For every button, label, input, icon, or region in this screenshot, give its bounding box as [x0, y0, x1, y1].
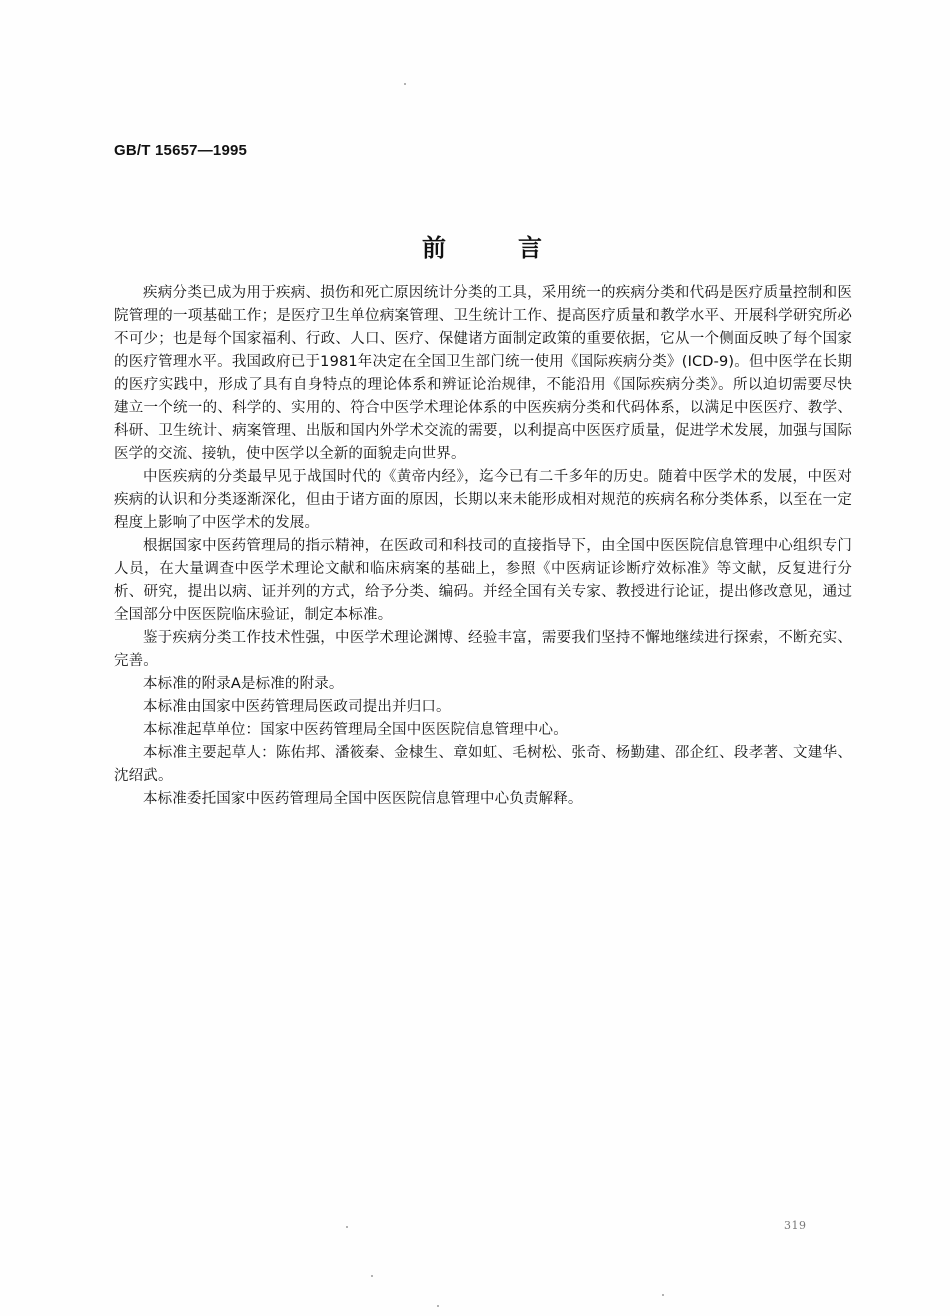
paragraph-6: 本标准由国家中医药管理局医政司提出并归口。 — [143, 699, 451, 715]
paragraph-2: 中医疾病的分类最早见于战国时代的《黄帝内经》，迄今已有二千多年的历史。随着中医学术的发展，中医对疾病的认识和分类逐渐深化，但由于诸方面的原因，长期以来未能形成相对规范的疾病名称分类体系，以至在一定程度上影响了中医学术的发展。 — [114, 469, 852, 531]
paragraph-4: 鉴于疾病分类工作技术性强，中医学术理论渊博、经验丰富，需要我们坚持不懈地继续进行探索，不断充实、完善。 — [114, 630, 852, 669]
paragraph-9: 本标准委托国家中医药管理局全国中医医院信息管理中心负责解释。 — [143, 791, 583, 807]
page-title: 前言 — [422, 234, 614, 262]
scan-speck — [662, 1294, 664, 1296]
standard-code: GB/T 15657—1995 — [114, 142, 248, 159]
paragraph-1: 疾病分类已成为用于疾病、损伤和死亡原因统计分类的工具，采用统一的疾病分类和代码是医疗质量控制和医院管理的一项基础工作；是医疗卫生单位病案管理、卫生统计工作、提高医疗质量和教学水平、开展科学研究所必不可少；也是每个国家福利、行政、人口、医疗、保健诸方面制定政策的重要依据，它从一个侧面反映了每个国家的医疗管理水平。我国政府已于1981年决定在全国卫生部门统一使用《国际疾病分类》(ICD-9)。但中医学在长期的医疗实践中，形成了具有自身特点的理论体系和辨证论治规律，不能沿用《国际疾病分类》。所以迫切需要尽快建立一个统一的、科学的、实用的、符合中医学术理论体系的中医疾病分类和代码体系，以满足中医医疗、教学、科研、卫生统计、病案管理、出版和国内外学术交流的需要，以利提高中医医疗质量，促进学术发展，加强与国际医学的交流、接轨，使中医学以全新的面貌走向世界。 — [114, 285, 852, 462]
paragraph-3: 根据国家中医药管理局的指示精神，在医政司和科技司的直接指导下，由全国中医医院信息管理中心组织专门人员，在大量调查中医学术理论文献和临床病案的基础上，参照《中医病证诊断疗效标准》等文献，反复进行分析、研究，提出以病、证并列的方式，给予分类、编码。并经全国有关专家、教授进行论证，提出修改意见，通过全国部分中医医院临床验证，制定本标准。 — [114, 538, 852, 623]
paragraph-7: 本标准起草单位：国家中医药管理局全国中医医院信息管理中心。 — [143, 722, 568, 738]
scan-speck — [346, 1226, 348, 1228]
scan-speck — [437, 1305, 439, 1307]
foreword-body — [114, 282, 852, 811]
paragraph-5: 本标准的附录A是标准的附录。 — [143, 676, 344, 692]
paragraph-8: 本标准主要起草人：陈佑邦、潘筱秦、金棣生、章如虹、毛树松、张奇、杨勤建、邵企红、段孝著、文建华、沈绍武。 — [114, 745, 852, 784]
scan-speck — [371, 1275, 373, 1277]
page-number: 319 — [784, 1219, 807, 1232]
scan-speck — [404, 83, 406, 85]
